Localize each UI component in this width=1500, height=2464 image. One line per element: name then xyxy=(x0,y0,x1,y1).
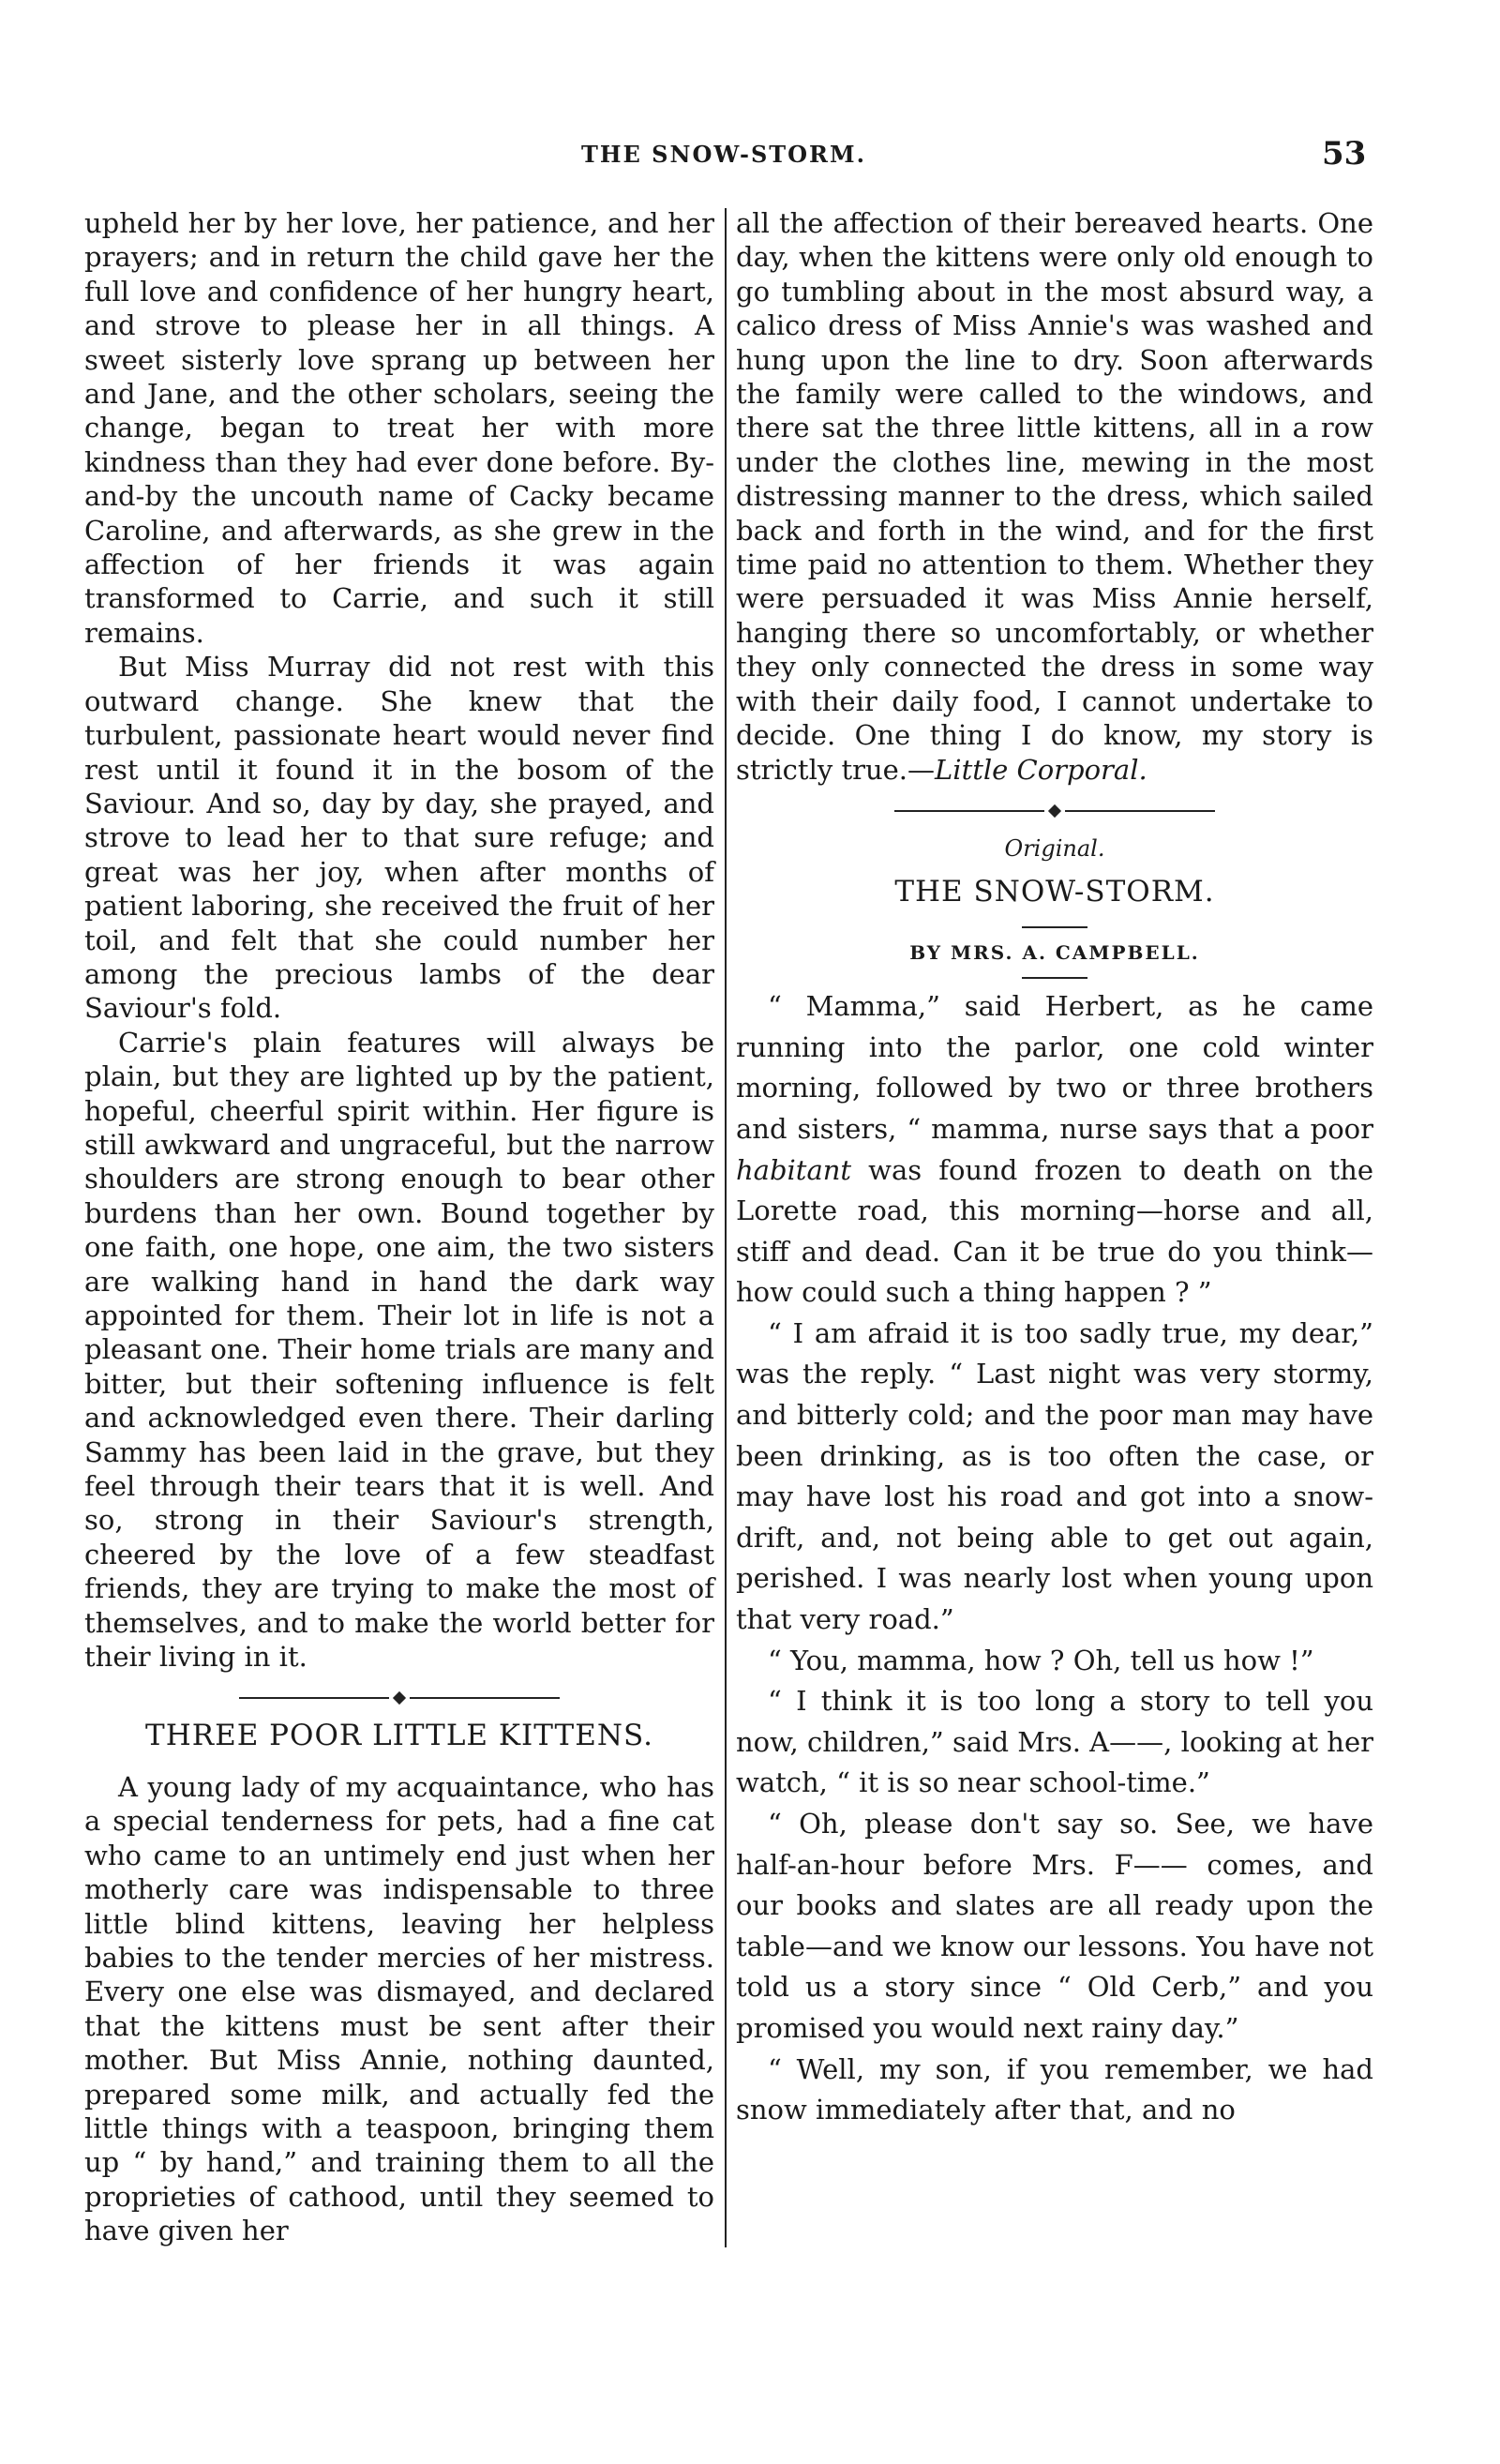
paragraph: A young lady of my acquaintance, who has a special tenderness for pets, had a fine cat who came to an untimely end just when her motherly care was indispensable to three little blind kittens, leaving her helpless babies to the tender mercies of her mistress. Every one else was dismayed, and declared that the kittens must be sent after their mother. But Miss Annie, nothing daunted, prepared some milk, and actually fed the little things with a teaspoon, bringing them up “ by hand,” and training them to all the proprieties of cathood, until they seemed to have given her xyxy=(84,1770,714,2247)
byline: BY MRS. A. CAMPBELL. xyxy=(909,940,1200,964)
left-column xyxy=(84,206,714,2248)
paragraph: “ Oh, please don't say so. See, we have half-an-hour before Mrs. F—— comes, and our books and slates are all ready upon the table—and we know our lessons. You have not told us a story since “ Old Cerb,” and you promised you would next rainy day.” xyxy=(736,1808,1373,2044)
paragraph: Carrie's plain features will always be plain, but they are lighted up by the patient, hopeful, cheerful spirit within. Her figure is still awkward and ungraceful, but the narrow shoulders are strong enough to bear other burdens than her own. Bound together by one faith, one hope, one aim, the two sisters are walking hand in hand the dark way appointed for them. Their lot in life is not a pleasant one. Their home trials are many and bitter, but their softening influence is felt and acknowledged even there. Their darling Sammy has been laid in the grave, but they feel through their tears that it is well. And so, strong in their Saviour's strength, cheered by the love of a few steadfast friends, they are trying to make the most of themselves, and to make the world better for their living in it. xyxy=(84,1026,714,1674)
article-title-kittens: THREE POOR LITTLE KITTENS. xyxy=(145,1719,653,1753)
right-column xyxy=(736,206,1373,2131)
divider-line xyxy=(894,810,1044,812)
paragraph: “ I am afraid it is too sadly true, my dear,” was the reply. “ Last night was very stormy, and bitterly cold; and the poor man may have been drinking, as is too often the case, or may have lost his road and got into a snow-drift, and, not being able to get out again, perished. I was nearly lost when young upon that very road.” xyxy=(736,1316,1373,1636)
running-head xyxy=(0,135,1500,178)
column-divider xyxy=(725,208,727,2247)
paragraph-text: all the affection of their bereaved hearts. One day, when the kittens were only old enough to go tumbling about in the most absurd way, a calico dress of Miss Annie's was washed and hung upon the line to dry. Soon afterwards the family were called to the windows, and there sat the three little kittens, all in a row under the clothes line, mewing in the most distressing manner to the dress, which sailed back and forth in the wind, and for the first time paid no attention to them. Whether they were persuaded it was Miss Annie herself, hanging there so uncomfortably, or whether they only connected the dress in some way with their daily food, I cannot undertake to decide. One thing I do know, my story is strictly true.— xyxy=(736,207,1373,786)
origin-label: Original. xyxy=(1004,834,1105,862)
divider-ornament xyxy=(1048,804,1061,818)
paragraph: “ You, mamma, how ? Oh, tell us how !” xyxy=(768,1644,1314,1676)
paragraph xyxy=(736,986,1373,1314)
section-divider xyxy=(84,1687,714,1709)
paragraph: upheld her by her love, her patience, and her prayers; and in return the child gave her the full love and confidence of her hungry heart, and strove to please her in all things. A sweet sisterly love sprang up between her and Jane, and the other scholars, seeing the change, began to treat her with more kindness than they had ever done before. By-and-by the uncouth name of Cacky became Caroline, and afterwards, as she grew in the affection of her friends it was again transformed to Carrie, and such it still remains. xyxy=(84,207,714,649)
story-body xyxy=(736,986,1373,2131)
divider-line xyxy=(410,1697,560,1699)
paragraph: “ I think it is too long a story to tell you now, children,” said Mrs. A——, looking at her watch, “ it is so near school-time.” xyxy=(736,1685,1373,1799)
article-title-snow-storm: THE SNOW-STORM. xyxy=(894,875,1215,909)
divider-line xyxy=(1065,810,1215,812)
divider-ornament xyxy=(393,1691,406,1705)
page-number: 53 xyxy=(1322,135,1367,173)
running-title: THE SNOW-STORM. xyxy=(581,141,866,168)
short-rule xyxy=(1022,977,1088,979)
paragraph-text: “ Mamma,” said Herbert, as he came running into the parlor, one cold winter morning, followed by two or three brothers and sisters, “ mamma, nurse says that a poor xyxy=(736,990,1373,1145)
italic-word: habitant xyxy=(736,1153,852,1186)
source-credit: Little Corporal. xyxy=(935,753,1148,786)
paragraph xyxy=(736,206,1373,787)
short-rule xyxy=(1022,926,1088,928)
paragraph-text: was found frozen to death on the Lorette road, this morning—horse and all, stiff and dead. Can it be true do you think—how could such a thing happen ? ” xyxy=(736,1153,1373,1309)
paragraph: But Miss Murray did not rest with this outward change. She knew that the turbulent, passionate heart would never find rest until it found it in the bosom of the Saviour. And so, day by day, she prayed, and strove to lead her to that sure refuge; and great was her joy, when after months of patient laboring, she received the fruit of her toil, and felt that she could number her among the precious lambs of the dear Saviour's fold. xyxy=(84,651,714,1025)
section-divider xyxy=(736,800,1373,822)
paragraph: “ Well, my son, if you remember, we had snow immediately after that, and no xyxy=(736,2052,1373,2126)
divider-line xyxy=(239,1697,389,1699)
